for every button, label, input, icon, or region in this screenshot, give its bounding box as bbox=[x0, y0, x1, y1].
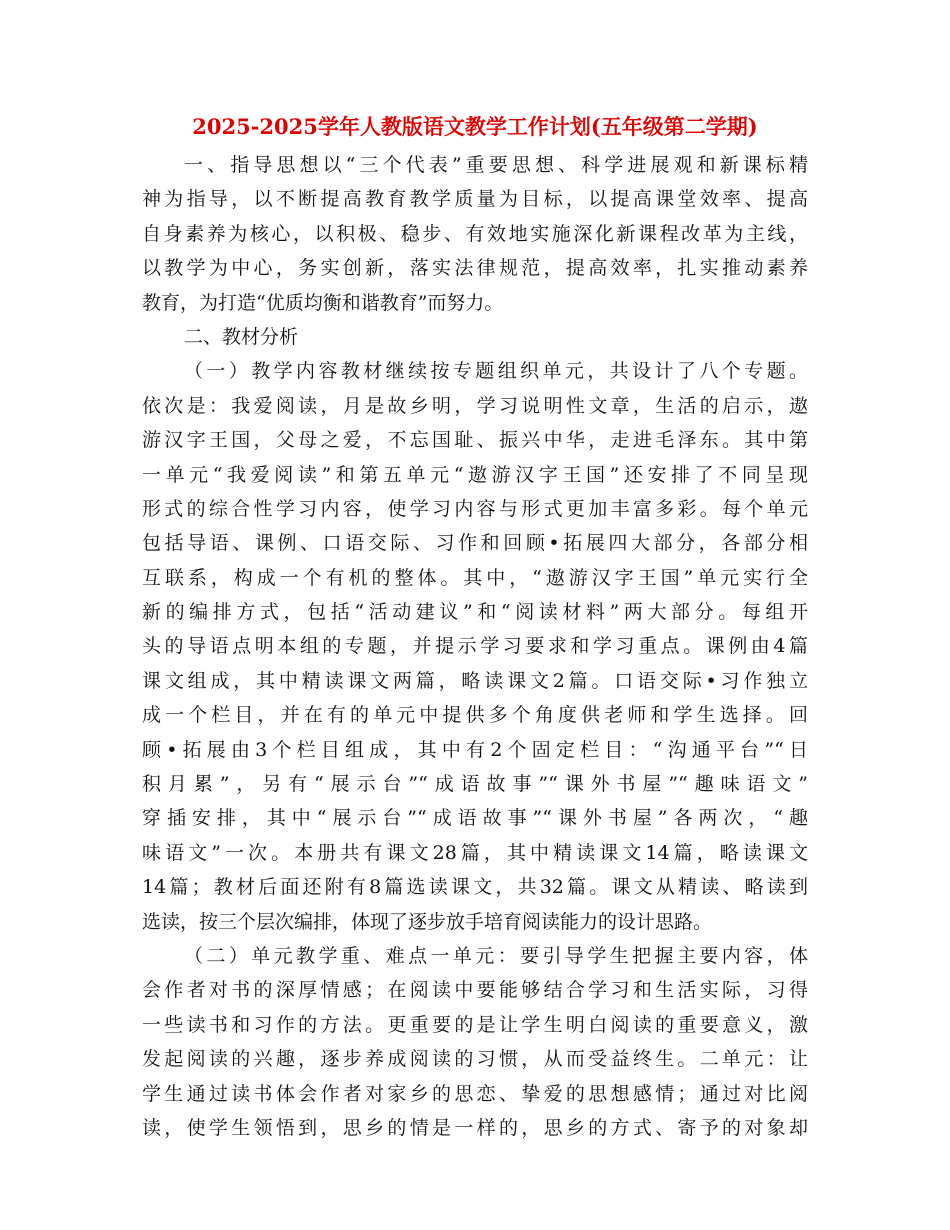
text-line: 依次是：我爱阅读，月是故乡明，学习说明性文章，生活的启示，遨 bbox=[142, 394, 808, 417]
text-line: 头的导语点明本组的专题，并提示学习要求和学习重点。课例由4篇 bbox=[142, 635, 808, 658]
text-line: 发起阅读的兴趣，逐步养成阅读的习惯，从而受益终生。二单元：让 bbox=[142, 1048, 808, 1071]
text-line: 会作者对书的深厚情感；在阅读中要能够结合学习和生活实际，习得 bbox=[142, 979, 808, 1002]
text-line: 一单元“我爱阅读”和第五单元“遨游汉字王国”还安排了不同呈现 bbox=[142, 463, 808, 486]
document-title: 2025-2025学年人教版语文教学工作计划(五年级第二学期) bbox=[192, 114, 758, 139]
text-line: 教育，为打造“优质均衡和谐教育”而努力。 bbox=[142, 291, 504, 314]
text-line: （二）单元教学重、难点一单元：要引导学生把握主要内容，体 bbox=[184, 944, 808, 967]
document-body bbox=[142, 148, 808, 1145]
text-line: 学生通过读书体会作者对家乡的思恋、挚爱的思想感情；通过对比阅 bbox=[142, 1082, 808, 1105]
text-line: 选读，按三个层次编排，体现了逐步放手培育阅读能力的设计思路。 bbox=[142, 910, 713, 933]
text-line: 一、指导思想以“三个代表”重要思想、科学进展观和新课标精 bbox=[184, 154, 808, 176]
text-line: 游汉字王国，父母之爱，不忘国耻、振兴中华，走进毛泽东。其中第 bbox=[142, 429, 808, 452]
text-line: 新的编排方式，包括“活动建议”和“阅读材料”两大部分。每组开 bbox=[142, 601, 808, 624]
text-line: 顾•拓展由3个栏目组成，其中有2个固定栏目：“沟通平台”“日 bbox=[142, 738, 808, 761]
text-line: （一）教学内容教材继续按专题组织单元，共设计了八个专题。 bbox=[184, 360, 808, 383]
text-line: 形式的综合性学习内容，使学习内容与形式更加丰富多彩。每个单元 bbox=[142, 497, 808, 520]
text-line: 穿插安排，其中“展示台”“成语故事”“课外书屋”各两次，“趣 bbox=[142, 807, 808, 830]
text-line: 一些读书和习作的方法。更重要的是让学生明白阅读的重要意义，激 bbox=[142, 1013, 808, 1036]
text-line: 神为指导，以不断提高教育教学质量为目标，以提高课堂效率、提高 bbox=[142, 188, 808, 211]
text-line: 读，使学生领悟到，思乡的情是一样的，思乡的方式、寄予的对象却 bbox=[142, 1116, 808, 1139]
text-line: 14篇；教材后面还附有8篇选读课文，共32篇。课文从精读、略读到 bbox=[142, 876, 808, 899]
text-line: 成一个栏目，并在有的单元中提供多个角度供老师和学生选择。回 bbox=[142, 704, 808, 727]
text-line: 二、教材分析 bbox=[184, 325, 299, 348]
text-line: 积月累”，另有“展示台”“成语故事”“课外书屋”“趣味语文” bbox=[142, 773, 808, 796]
text-line: 课文组成，其中精读课文两篇，略读课文2篇。口语交际•习作独立 bbox=[142, 669, 808, 692]
text-line: 味语文”一次。本册共有课文28篇，其中精读课文14篇，略读课文 bbox=[142, 841, 808, 864]
text-line: 互联系，构成一个有机的整体。其中，“遨游汉字王国”单元实行全 bbox=[142, 566, 808, 589]
text-line: 自身素养为核心，以积极、稳步、有效地实施深化新课程改革为主线， bbox=[142, 222, 808, 245]
text-line: 包括导语、课例、口语交际、习作和回顾•拓展四大部分，各部分相 bbox=[142, 532, 808, 555]
text-line: 以教学为中心，务实创新，落实法律规范，提高效率，扎实推动素养 bbox=[142, 257, 808, 280]
